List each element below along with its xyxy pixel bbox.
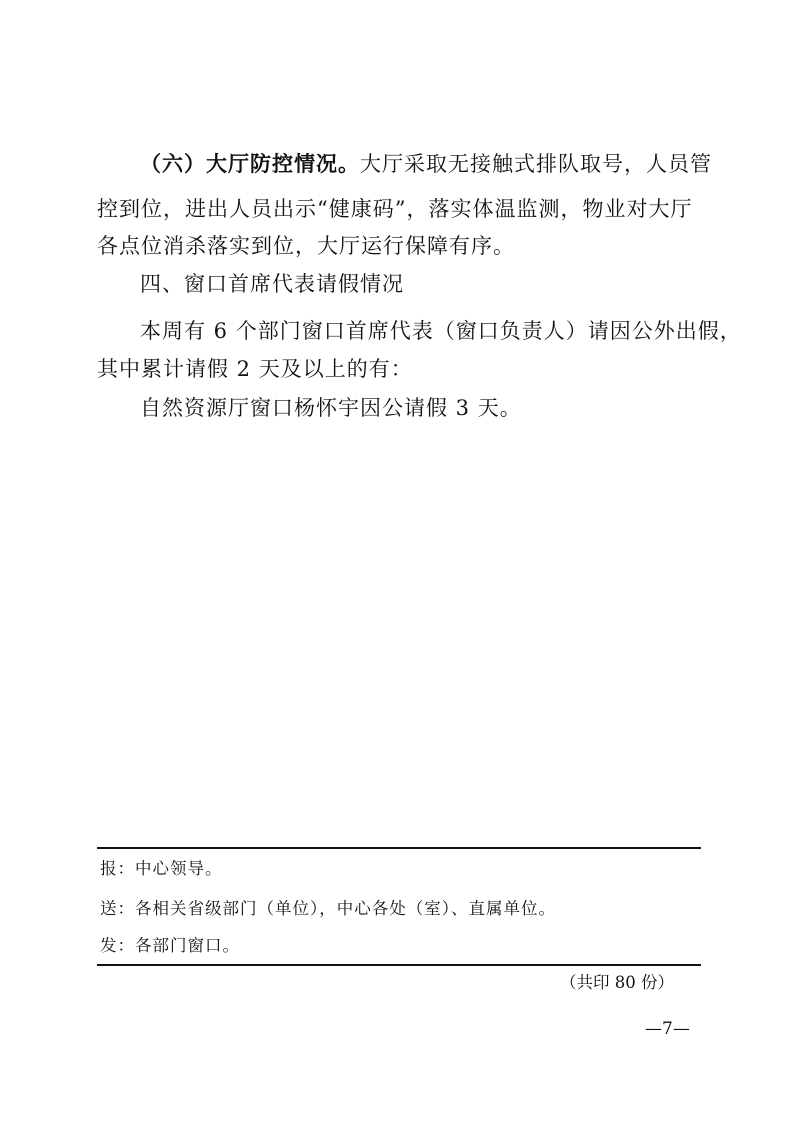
distribution-top-rule [97,847,701,849]
distribution-send: 送：各相关省级部门（单位），中心各处（室）、直属单位。 [100,899,556,918]
distribution-report: 报：中心领导。 [100,859,223,878]
section-four-heading: 四、窗口首席代表请假情况 [140,272,404,296]
leave-paragraph-line-2: 其中累计请假 2 天及以上的有： [97,357,413,381]
page-number: —7— [645,1019,690,1039]
distribution-issue: 发：各部门窗口。 [100,936,240,955]
section-six-text: 大厅采取无接触式排队取号，人员管 [360,152,712,176]
print-count: （共印 80 份） [560,973,674,992]
section-six-heading: （六）大厅防控情况。 [140,152,360,176]
distribution-bottom-rule [97,964,701,966]
leave-paragraph-line-1: 本周有 6 个部门窗口首席代表（窗口负责人）请因公外出假， [140,319,742,343]
leave-detail-line: 自然资源厅窗口杨怀宇因公请假 3 天。 [140,396,522,420]
section-six-line-2: 控到位，进出人员出示“健康码”，落实体温监测，物业对大厅 [97,197,693,221]
section-six-line-3: 各点位消杀落实到位，大厅运行保障有序。 [97,234,515,258]
section-six-line-1 [140,146,750,182]
